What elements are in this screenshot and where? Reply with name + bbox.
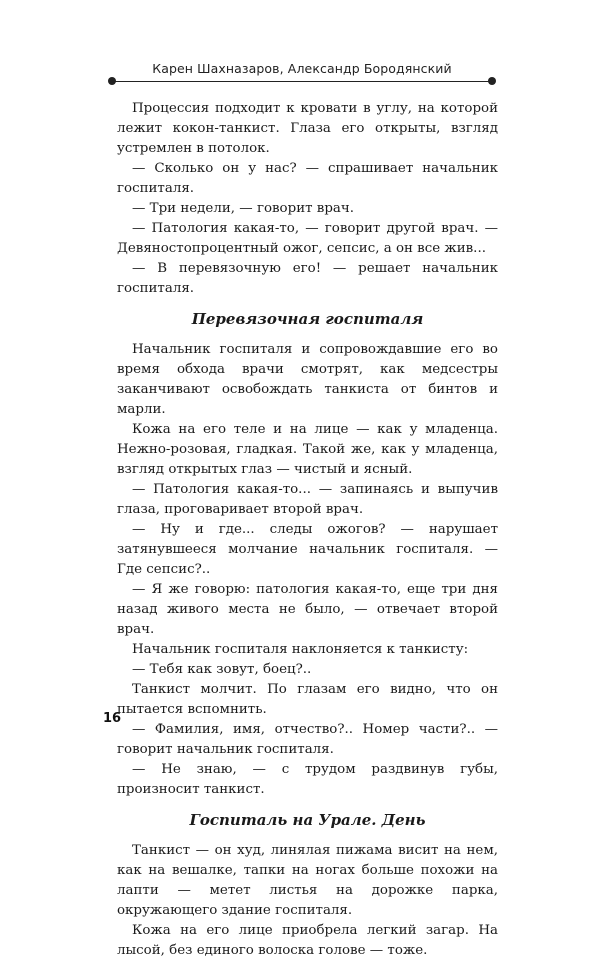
page-body [117, 99, 498, 961]
paragraph: — Я же говорю: патология какая-то, еще три дня назад живого места не было, — отвечает второй врач. [117, 582, 498, 637]
paragraph: — Патология какая-то... — запинаясь и выпучив глаза, проговаривает второй врач. [117, 482, 498, 517]
paragraph: — Сколько он у нас? — спрашивает начальник госпиталя. [117, 161, 498, 196]
paragraph: Танкист молчит. По глазам его видно, что он пытается вспомнить. [117, 682, 498, 717]
paragraph: — Патология какая-то, — говорит другой врач. — Девяностопроцентный ожог, сепсис, а он все жив... [117, 221, 498, 256]
header-rule-left-dot [108, 77, 116, 85]
paragraph: — В перевязочную его! — решает начальник госпиталя. [117, 261, 498, 296]
header-rule [112, 81, 492, 82]
paragraph: Кожа на его теле и на лице — как у младенца. Нежно-розовая, гладкая. Такой же, как у младенца, взгляд открытых глаз — чистый и ясный. [117, 422, 498, 477]
paragraph: — Тебя как зовут, боец?.. [132, 662, 312, 677]
paragraph: Танкист — он худ, линялая пижама висит на нем, как на вешалке, тапки на ногах больше похожи на лапти — метет листья на дорожке парка, окружающего здание госпиталя. [117, 843, 498, 918]
page-number: 16 [103, 711, 122, 726]
running-header: Карен Шахназаров, Александр Бородянский [152, 61, 452, 76]
paragraph: — Три недели, — говорит врач. [132, 201, 354, 216]
header-rule-right-dot [488, 77, 496, 85]
paragraph: Кожа на его лице приобрела легкий загар. На лысой, без единого волоска голове — тоже. [117, 923, 498, 958]
paragraph: — Фамилия, имя, отчество?.. Номер части?.. — говорит начальник госпиталя. [117, 722, 498, 757]
paragraph: — Не знаю, — с трудом раздвинув губы, произносит танкист. [117, 762, 498, 797]
scene-heading: Госпиталь на Урале. День [189, 811, 426, 829]
paragraph: Начальник госпиталя и сопровождавшие его во время обхода врачи смотрят, как медсестры заканчивают освобождать танкиста от бинтов и марли. [117, 342, 498, 417]
scene-heading: Перевязочная госпиталя [191, 310, 424, 328]
paragraph: Начальник госпиталя наклоняется к танкисту: [132, 642, 469, 657]
paragraph: — Ну и где... следы ожогов? — нарушает затянувшееся молчание начальник госпиталя. — Где сепсис?.. [117, 522, 498, 577]
paragraph: Процессия подходит к кровати в углу, на которой лежит кокон-танкист. Глаза его открыты, взгляд устремлен в потолок. [117, 101, 498, 156]
